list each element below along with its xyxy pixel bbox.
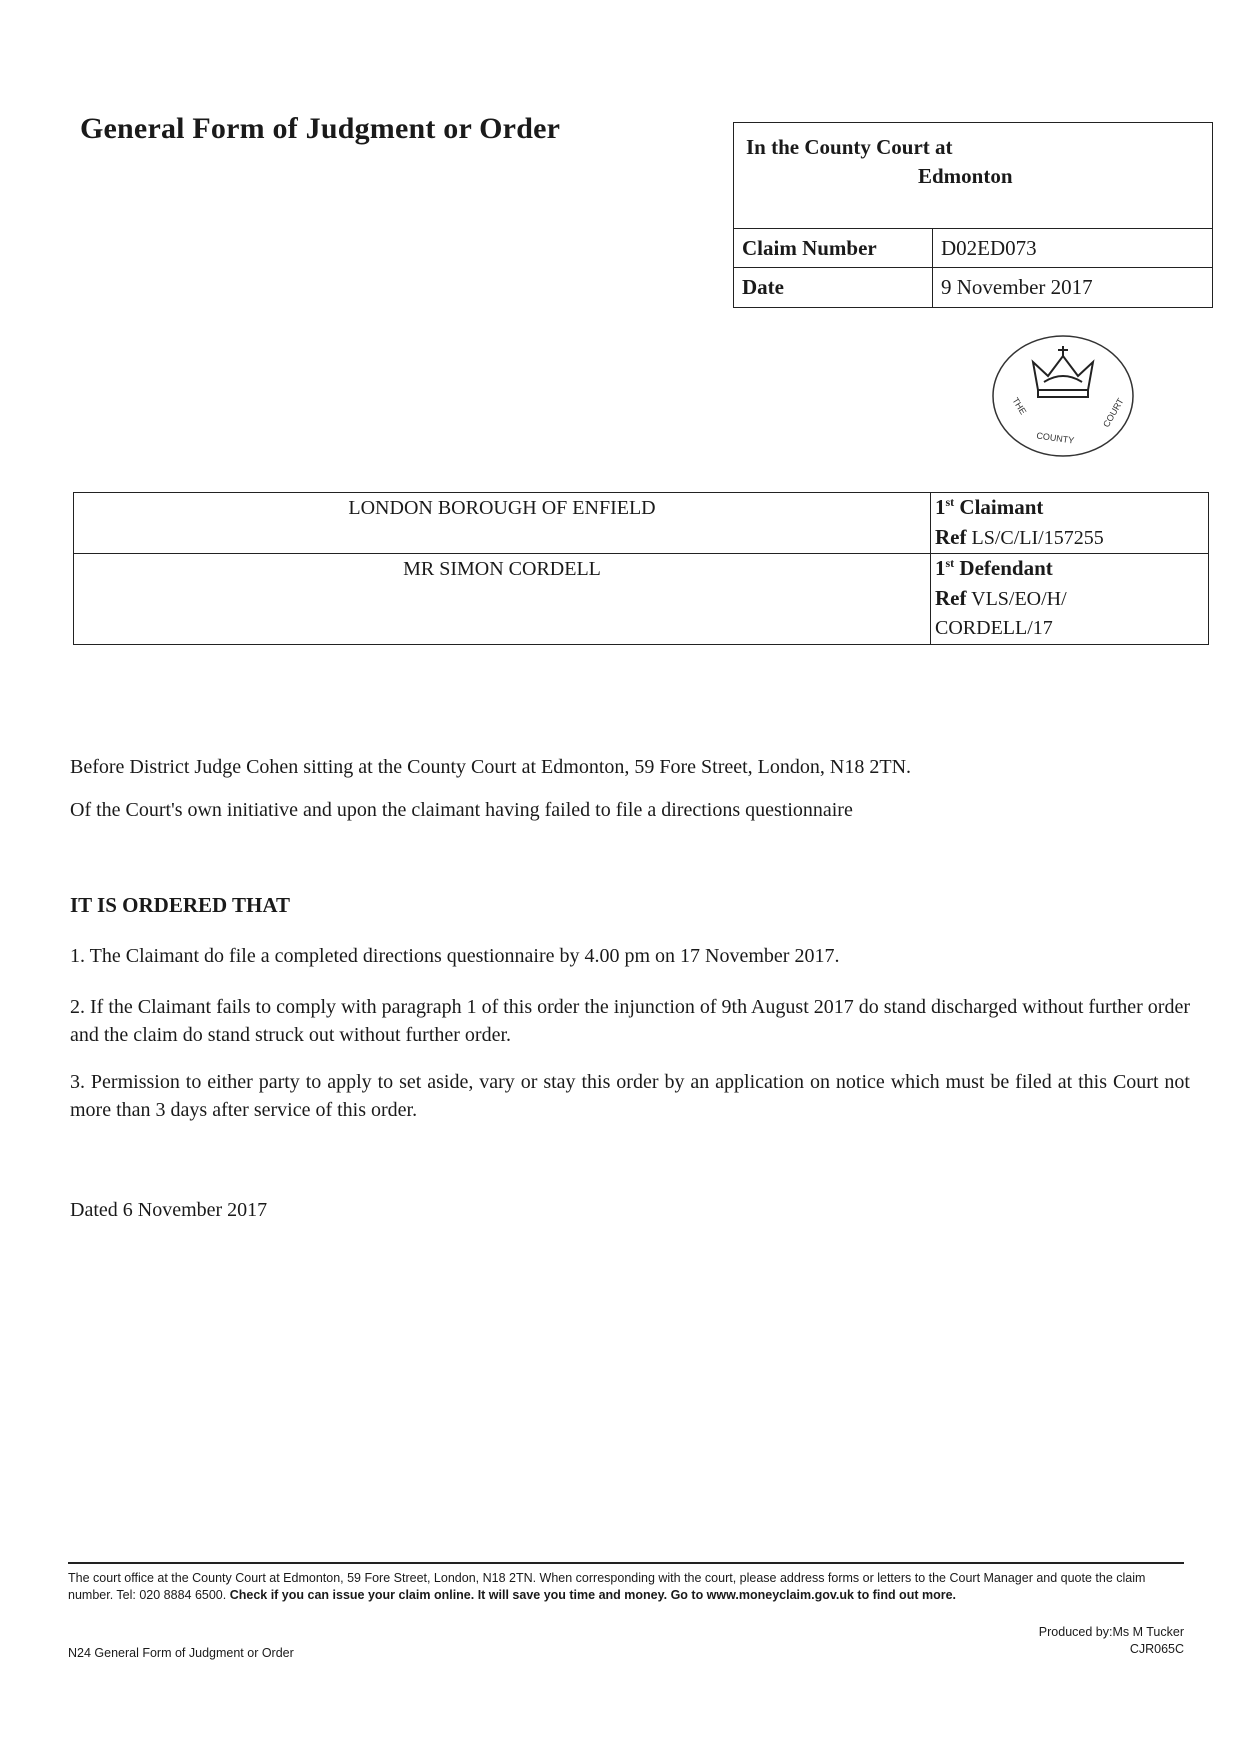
defendant-row xyxy=(74,553,1208,644)
footer-notice xyxy=(68,1570,1184,1604)
defendant-ref-label: Ref xyxy=(935,586,967,610)
svg-text:THE: THE xyxy=(1010,395,1029,417)
form-code: CJR065C xyxy=(1129,1642,1184,1656)
claimant-ref-label: Ref xyxy=(935,525,967,549)
form-reference: N24 General Form of Judgment or Order xyxy=(68,1646,294,1660)
claimant-ordinal: 1 xyxy=(935,495,946,519)
claimant-role-cell xyxy=(930,493,1210,553)
date-row xyxy=(734,267,1212,307)
before-paragraph: Before District Judge Cohen sitting at the County Court at Edmonton, 59 Fore Street, London, N18 2TN. xyxy=(70,756,912,778)
crown-seal-icon xyxy=(988,332,1138,460)
court-heading-line2: Edmonton xyxy=(918,164,1013,188)
order-item-2: 2. If the Claimant fails to comply with paragraph 1 of this order the injunction of 9th August 2017 do stand discharged without further order and the claim do stand struck out without further order. xyxy=(70,996,1190,1046)
date-label: Date xyxy=(742,275,784,299)
court-heading-line1: In the County Court at xyxy=(746,135,953,159)
defendant-ordinal-suffix: st xyxy=(945,556,955,570)
order-item-3: 3. Permission to either party to apply to set aside, vary or stay this order by an application on notice which must be filed at this Court not more than 3 days after service of this order. xyxy=(70,1071,1190,1121)
produced-by-block xyxy=(1039,1624,1184,1658)
date-value: 9 November 2017 xyxy=(932,268,1093,307)
order-item-1: 1. The Claimant do file a completed directions questionnaire by 4.00 pm on 17 November 2017. xyxy=(70,945,840,967)
claimant-role: Claimant xyxy=(959,495,1044,519)
claimant-ordinal-suffix: st xyxy=(945,495,955,509)
footer-notice-text: The court office at the County Court at Edmonton, 59 Fore Street, London, N18 2TN. When corresponding with the court, please address forms or letters to the Court Manager and quote the claim number. Tel: 020 8884 6500. xyxy=(68,1571,1146,1602)
document-title: General Form of Judgment or Order xyxy=(80,112,561,145)
dated-line: Dated 6 November 2017 xyxy=(70,1199,268,1221)
produced-by: Produced by:Ms M Tucker xyxy=(1038,1625,1184,1639)
court-heading xyxy=(746,133,1013,191)
claimant-ref: LS/C/LI/157255 xyxy=(971,527,1104,549)
initiative-paragraph: Of the Court's own initiative and upon the claimant having failed to file a directions questionnaire xyxy=(70,799,853,821)
claim-number-label: Claim Number xyxy=(742,236,877,260)
svg-text:COUNTY: COUNTY xyxy=(1035,430,1075,446)
svg-text:COURT: COURT xyxy=(1101,396,1126,429)
parties-table xyxy=(73,492,1209,645)
defendant-ref-line2: CORDELL/17 xyxy=(935,617,1053,639)
footer-notice-online: Check if you can issue your claim online. It will save you time and money. Go to www.moneyclaim.gov.uk to find out more. xyxy=(226,1588,957,1602)
claimant-name: LONDON BOROUGH OF ENFIELD xyxy=(348,497,656,519)
footer-divider xyxy=(68,1562,1184,1564)
defendant-ordinal: 1 xyxy=(935,556,946,580)
claimant-row xyxy=(74,493,1208,553)
claim-number-row xyxy=(734,228,1212,268)
ordered-heading: IT IS ORDERED THAT xyxy=(70,893,290,917)
court-details-box xyxy=(733,122,1213,308)
defendant-role-cell xyxy=(930,554,1210,644)
claim-number-value: D02ED073 xyxy=(932,229,1037,268)
defendant-role: Defendant xyxy=(959,556,1053,580)
defendant-ref-line1: VLS/EO/H/ xyxy=(971,588,1067,610)
defendant-name: MR SIMON CORDELL xyxy=(403,558,601,580)
